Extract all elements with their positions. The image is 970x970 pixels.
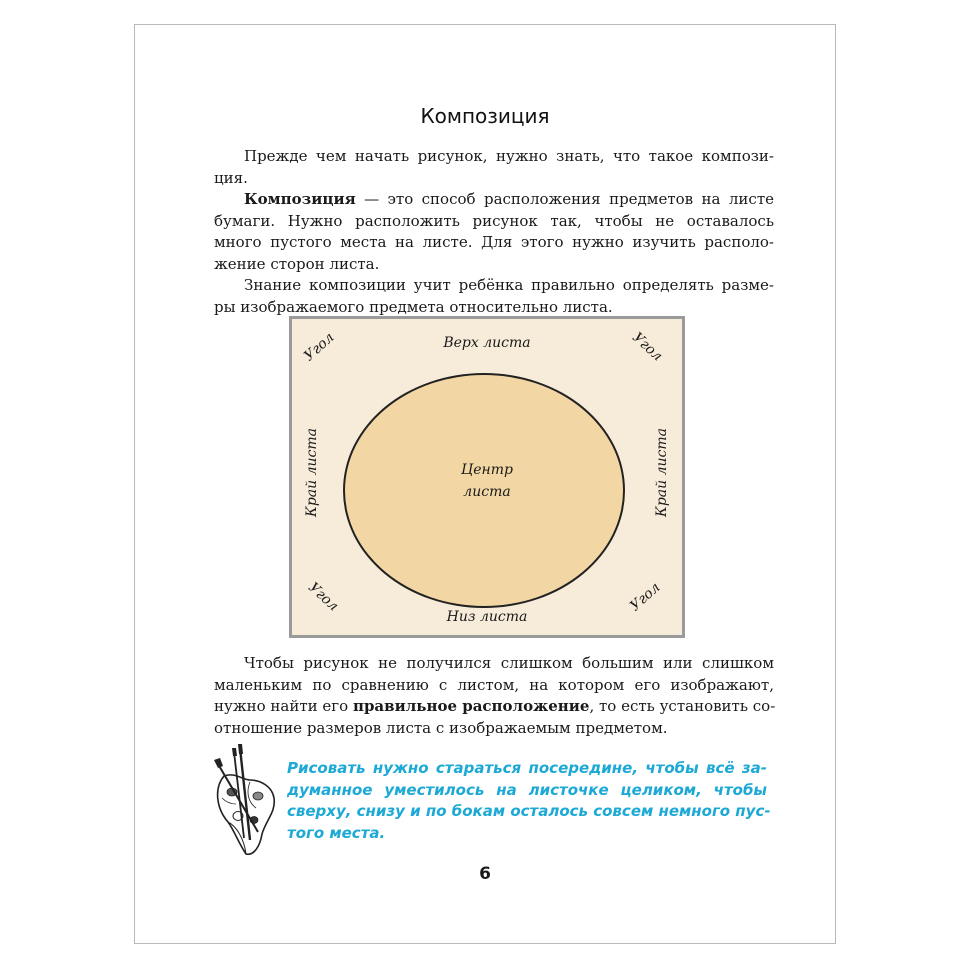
- conclusion-line-2: маленьким по сравнению с листом, на котором его изображают,: [214, 675, 774, 694]
- note-line-4: того места.: [287, 823, 386, 842]
- definition-line-4: жение сторон листа.: [214, 254, 380, 273]
- knowledge-line-1: Знание композиции учит ребёнка правильно определять разме-: [244, 276, 774, 294]
- definition-line-1: — это способ расположения предметов на листе: [355, 190, 774, 208]
- intro-paragraph: [214, 146, 774, 189]
- center-label-line-1: Центр: [461, 462, 513, 478]
- definition-paragraph: [214, 189, 774, 275]
- knowledge-paragraph: [214, 275, 774, 318]
- conclusion-line-1: Чтобы рисунок не получился слишком большим или слишком: [244, 654, 774, 672]
- conclusion-line-4: отношение размеров листа с изображаемым предметом.: [214, 718, 668, 737]
- sheet-diagram: [289, 316, 685, 638]
- conclusion-line-3-pre: нужно найти его: [214, 697, 353, 715]
- conclusion-line-3-bold: правильное расположение: [352, 697, 590, 715]
- palette-brushes-icon: [210, 742, 282, 860]
- left-edge-label: Край листа: [304, 427, 320, 517]
- page-number: 6: [479, 864, 491, 884]
- note-line-3: сверху, снизу и по бокам осталось совсем немного пус-: [287, 802, 771, 820]
- center-label-line-2: листа: [463, 484, 511, 500]
- conclusion-line-3-post: , то есть установить со-: [589, 697, 776, 715]
- conclusion-paragraph: [214, 653, 774, 739]
- definition-term: Композиция: [244, 190, 356, 208]
- page-title: Композиция: [420, 104, 550, 128]
- note-line-1: Рисовать нужно стараться посередине, чтобы всё за-: [287, 759, 767, 777]
- center-label: [292, 459, 682, 503]
- top-label: Верх листа: [443, 335, 531, 351]
- tip-note: [287, 758, 771, 844]
- definition-line-2: бумаги. Нужно расположить рисунок так, чтобы не оставалось: [214, 211, 774, 230]
- corner-top-right-label: Угол: [629, 329, 666, 365]
- corner-bottom-right-label: Угол: [627, 579, 664, 615]
- note-line-2: думанное уместилось на листочке целиком, чтобы: [287, 780, 767, 799]
- corner-top-left-label: Угол: [301, 329, 338, 365]
- intro-line-2: ция.: [214, 168, 248, 187]
- right-edge-label: Край листа: [654, 427, 670, 517]
- intro-line-1: Прежде чем начать рисунок, нужно знать, что такое компози-: [244, 147, 774, 165]
- bottom-label: Низ листа: [446, 609, 528, 625]
- definition-line-3: много пустого места на листе. Для этого нужно изучить располо-: [214, 233, 774, 251]
- corner-bottom-left-label: Угол: [305, 579, 342, 615]
- knowledge-line-2: ры изображаемого предмета относительно листа.: [214, 297, 613, 316]
